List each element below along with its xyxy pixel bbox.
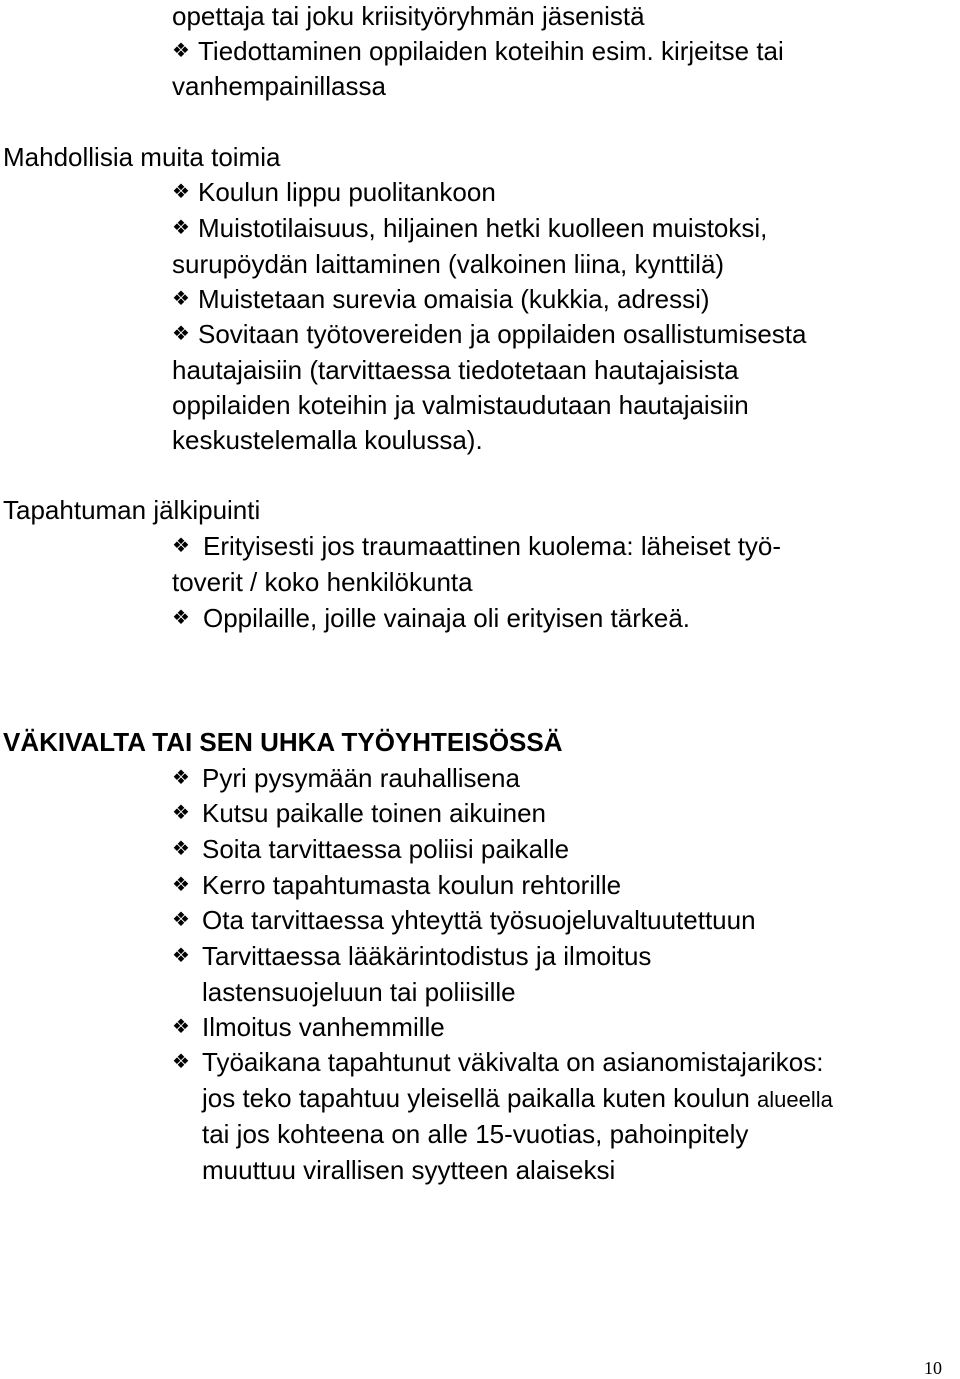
bullet-diamond-icon: ❖ — [172, 286, 190, 310]
list-item: Soita tarvittaessa poliisi paikalle — [202, 834, 570, 864]
bullet-diamond-icon: ❖ — [172, 605, 190, 629]
list-item-continuation — [202, 1085, 833, 1111]
list-item-continuation: hautajaisiin (tarvittaessa tiedotetaan hautajaisista — [172, 355, 739, 385]
bullet-diamond-icon: ❖ — [172, 943, 190, 967]
bullet-diamond-icon: ❖ — [172, 179, 190, 203]
list-item: Koulun lippu puolitankoon — [198, 177, 496, 207]
list-item-continuation: vanhempainillassa — [172, 71, 386, 101]
bullet-diamond-icon: ❖ — [172, 907, 190, 931]
list-item: Kerro tapahtumasta koulun rehtorille — [202, 870, 622, 900]
list-item: Erityisesti jos traumaattinen kuolema: läheiset työ- — [203, 531, 782, 561]
list-item: Tarvittaessa lääkärintodistus ja ilmoitus — [202, 941, 652, 971]
section-heading: VÄKIVALTA TAI SEN UHKA TYÖYHTEISÖSSÄ — [3, 727, 563, 757]
list-item-continuation: oppilaiden koteihin ja valmistaudutaan hautajaisiin — [172, 390, 749, 420]
list-item: Sovitaan työtovereiden ja oppilaiden osallistumisesta — [198, 319, 807, 349]
list-item-continuation: keskustelemalla koulussa). — [172, 425, 483, 455]
list-item: Tiedottaminen oppilaiden koteihin esim. kirjeitse tai — [198, 36, 784, 66]
body-text-line: opettaja tai joku kriisityöryhmän jäsenistä — [172, 1, 645, 31]
bullet-diamond-icon: ❖ — [172, 836, 190, 860]
bullet-diamond-icon: ❖ — [172, 215, 190, 239]
bullet-diamond-icon: ❖ — [172, 38, 190, 62]
list-item: Työaikana tapahtunut väkivalta on asianomistajarikos: — [202, 1047, 824, 1077]
list-item-continuation: surupöydän laittaminen (valkoinen liina, kynttilä) — [172, 249, 725, 279]
section-title: Mahdollisia muita toimia — [3, 142, 281, 172]
list-item-continuation: toverit / koko henkilökunta — [172, 567, 473, 597]
list-item: Ota tarvittaessa yhteyttä työsuojeluvaltuutettuun — [202, 905, 756, 935]
section-title: Tapahtuman jälkipuinti — [3, 495, 261, 525]
bullet-diamond-icon: ❖ — [172, 533, 190, 557]
list-item: Pyri pysymään rauhallisena — [202, 763, 520, 793]
list-item-continuation: tai jos kohteena on alle 15-vuotias, pahoinpitely — [202, 1119, 749, 1149]
bullet-diamond-icon: ❖ — [172, 1014, 190, 1038]
bullet-diamond-icon: ❖ — [172, 800, 190, 824]
list-item: Muistetaan surevia omaisia (kukkia, adressi) — [198, 284, 710, 314]
list-item: Kutsu paikalle toinen aikuinen — [202, 798, 547, 828]
list-item: Oppilaille, joille vainaja oli erityisen tärkeä. — [203, 603, 691, 633]
page-number: 10 — [924, 1358, 942, 1378]
list-item-continuation: lastensuojeluun tai poliisille — [202, 977, 516, 1007]
list-item-text: jos teko tapahtuu yleisellä paikalla kuten koulun — [202, 1083, 750, 1113]
bullet-diamond-icon: ❖ — [172, 872, 190, 896]
bullet-diamond-icon: ❖ — [172, 765, 190, 789]
list-item-text-small: alueella — [757, 1087, 833, 1112]
list-item: Muistotilaisuus, hiljainen hetki kuolleen muistoksi, — [198, 213, 768, 243]
bullet-diamond-icon: ❖ — [172, 1049, 190, 1073]
bullet-diamond-icon: ❖ — [172, 321, 190, 345]
list-item: Ilmoitus vanhemmille — [202, 1012, 445, 1042]
list-item-continuation: muuttuu virallisen syytteen alaiseksi — [202, 1155, 616, 1185]
